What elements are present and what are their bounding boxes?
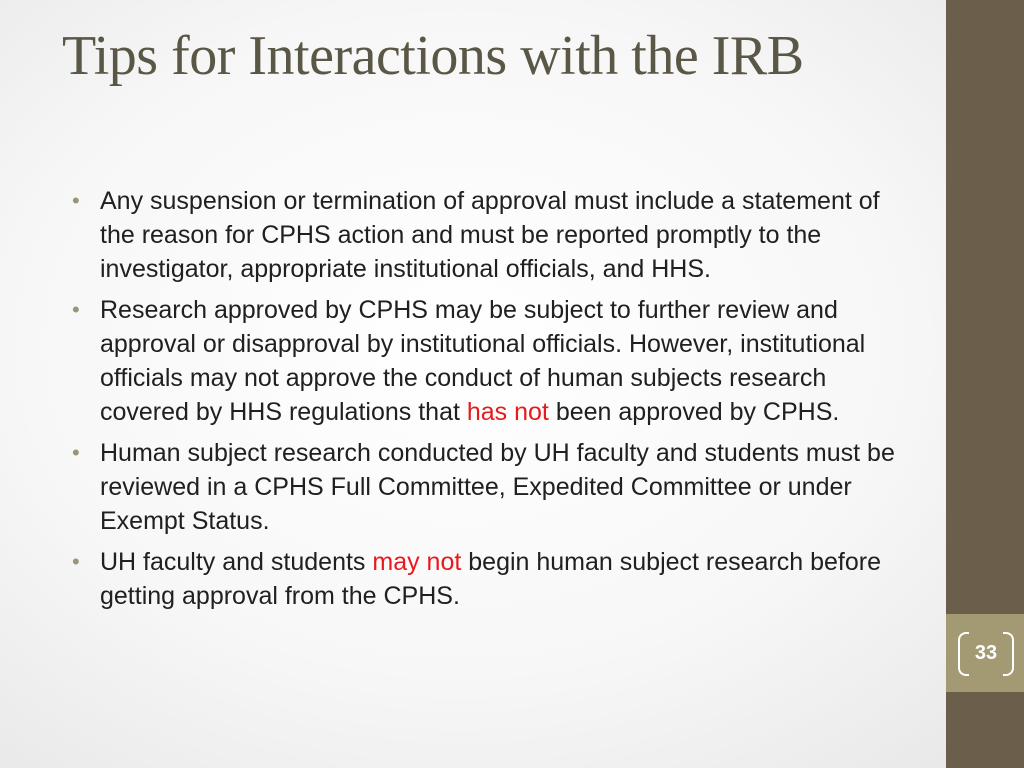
bullet-text: Any suspension or termination of approval must include a statement of the reason for CPHS action and must be reported promptly to the investigator, appropriate institutional officials, and HHS. [100,187,880,283]
highlight-text: has not [466,398,549,426]
bullet-text: begin human subject research before getting approval from the CPHS. [100,548,882,610]
bullet-list [72,184,902,620]
bullet-text: been approved by CPHS. [548,398,840,426]
bullet-text: UH faculty and students [100,548,373,576]
page-number: 33 [958,632,1014,674]
bullet-item [72,293,902,429]
bullet-item [72,545,902,613]
bullet-item [72,436,902,538]
bullet-text: Human subject research conducted by UH faculty and students must be reviewed in a CPHS Full Committee, Expedited Committee or under Exempt Status. [100,439,895,535]
bullet-dot-icon: • [72,188,80,213]
bullet-dot-icon: • [72,297,80,322]
bullet-item [72,184,902,286]
slide-title: Tips for Interactions with the IRB [62,25,804,87]
bullet-dot-icon: • [72,549,80,574]
bullet-text: Research approved by CPHS may be subject to further review and approval or disapproval by institutional officials. However, institutional officials may not approve the conduct of human subjects research covered by HHS regulations that [100,296,866,426]
page-number-box [946,614,1024,692]
highlight-text: may not [372,548,462,576]
bullet-dot-icon: • [72,440,80,465]
